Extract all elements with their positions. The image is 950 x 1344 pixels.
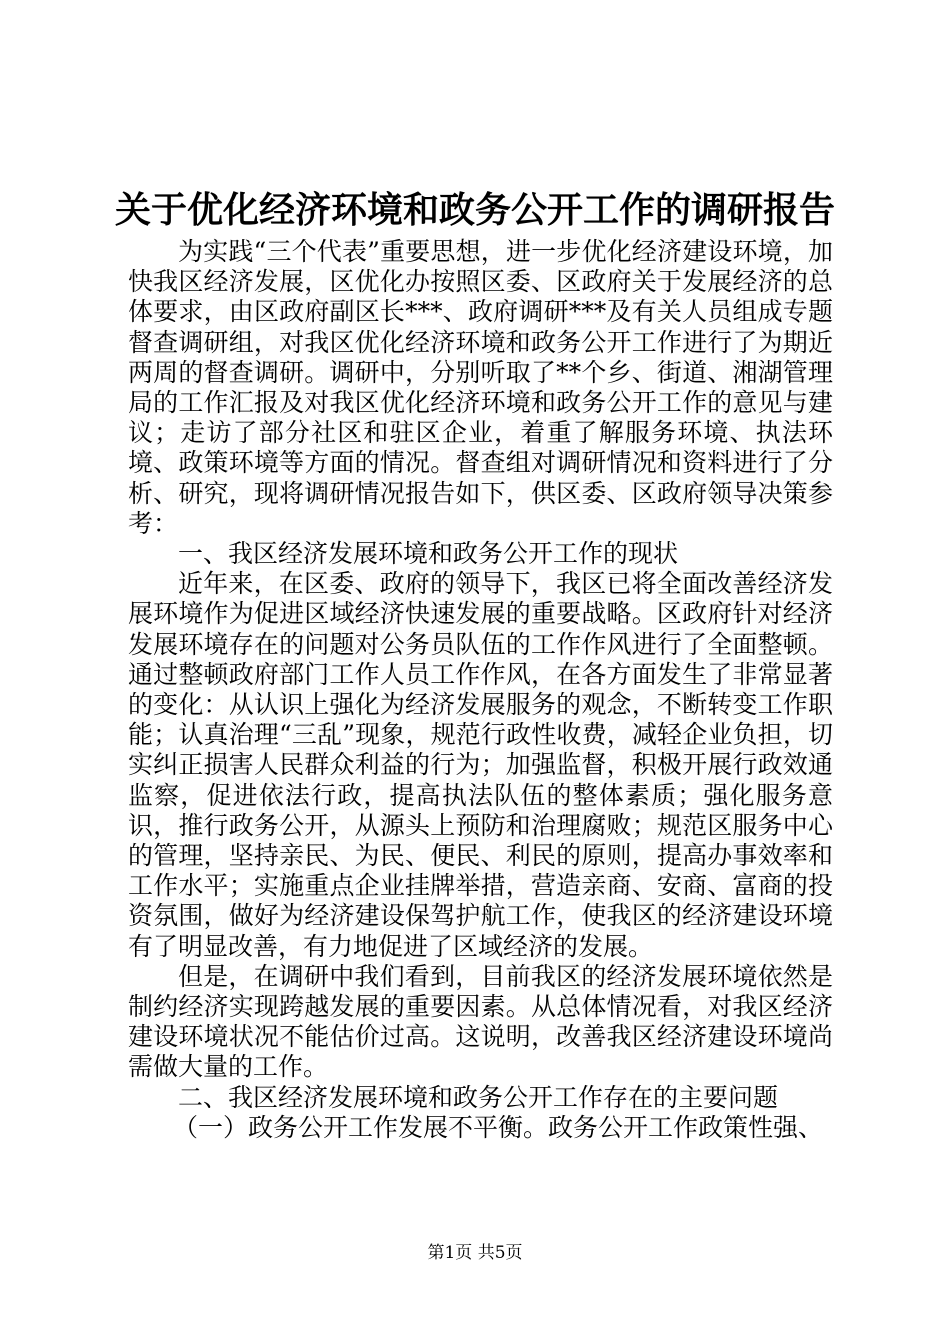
but-paragraph: 但是，在调研中我们看到，目前我区的经济发展环境依然是制约经济实现跨越发展的重要因素。从总体情况看，对我区经济建设环境状况不能估价过高。这说明，改善我区经济建设环境尚需做大量的工作。	[128, 961, 833, 1082]
status-paragraph: 近年来，在区委、政府的领导下，我区已将全面改善经济发展环境作为促进区域经济快速发展的重要战略。区政府针对经济发展环境存在的问题对公务员队伍的工作作风进行了全面整顿。通过整顿政府部门工作人员工作作风，在各方面发生了非常显著的变化：从认识上强化为经济发展服务的观念，不断转变工作职能；认真治理“三乱”现象，规范行政性收费，减轻企业负担，切实纠正损害人民群众利益的行为；加强监督，积极开展行政效通监察，促进依法行政，提高执法队伍的整体素质；强化服务意识，推行政务公开，从源头上预防和治理腐败；规范区服务中心的管理，坚持亲民、为民、便民、利民的原则，提高办事效率和工作水平；实施重点企业挂牌举措，营造亲商、安商、富商的投资氛围，做好为经济建设保驾护航工作，使我区的经济建设环境有了明显改善，有力地促进了区域经济的发展。	[128, 569, 833, 961]
document-body	[128, 237, 833, 1143]
document-title: 关于优化经济环境和政务公开工作的调研报告	[114, 189, 835, 231]
section-heading-1: 一、我区经济发展环境和政务公开工作的现状	[178, 539, 679, 569]
intro-paragraph: 为实践“三个代表”重要思想，进一步优化经济建设环境，加快我区经济发展，区优化办按照区委、区政府关于发展经济的总体要求，由区政府副区长***、政府调研***及有关人员组成专题督查调研组，对我区优化经济环境和政务公开工作进行了为期近两周的督查调研。调研中，分别听取了**个乡、街道、湘湖管理局的工作汇报及对我区优化经济环境和政务公开工作的意见与建议；走访了部分社区和驻区企业，着重了解服务环境、执法环境、政策环境等方面的情况。督查组对调研情况和资料进行了分析、研究，现将调研情况报告如下，供区委、区政府领导决策参考：	[128, 237, 833, 538]
page-number: 第1页 共5页	[427, 1243, 523, 1263]
subsection-paragraph-1: （一）政务公开工作发展不平衡。政务公开工作政策性强、	[173, 1112, 824, 1142]
section-heading-2: 二、我区经济发展环境和政务公开工作存在的主要问题	[178, 1082, 779, 1112]
